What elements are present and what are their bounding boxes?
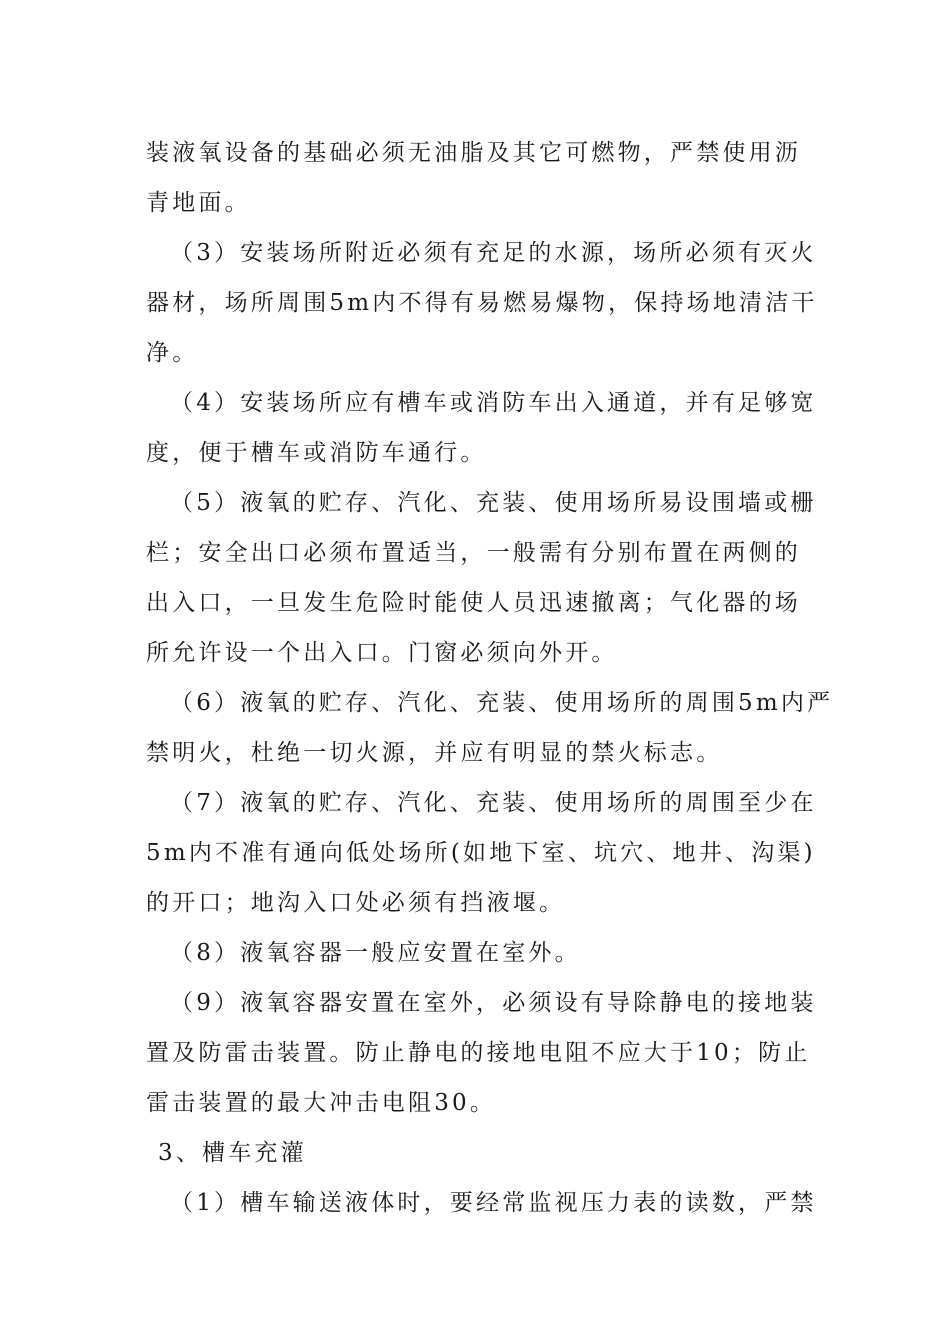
list-item-4: （4）安装场所应有槽车或消防车出入通道，并有足够宽 — [170, 390, 817, 416]
list-item-1: （1）槽车输送液体时，要经常监视压力表的读数，严禁 — [170, 1190, 817, 1216]
list-item-8: （8）液氧容器一般应安置在室外。 — [170, 940, 581, 966]
text-line: 的开口；地沟入口处必须有挡液堰。 — [146, 890, 566, 916]
text-line: 器材，场所周围5m内不得有易燃易爆物，保持场地清洁干 — [146, 290, 818, 316]
list-item-7: （7）液氧的贮存、汽化、充装、使用场所的周围至少在 — [170, 790, 817, 816]
text-line: 禁明火，杜绝一切火源，并应有明显的禁火标志。 — [146, 740, 723, 766]
list-item-5: （5）液氧的贮存、汽化、充装、使用场所易设围墙或栅 — [170, 490, 817, 516]
text-line: 出入口，一旦发生危险时能使人员迅速撤离；气化器的场 — [146, 590, 801, 616]
section-heading: 3、槽车充灌 — [158, 1140, 307, 1166]
text-line: 度，便于槽车或消防车通行。 — [146, 440, 487, 466]
text-line: 栏；安全出口必须布置适当，一般需有分别布置在两侧的 — [146, 540, 801, 566]
text-line: 雷击装置的最大冲击电阻30。 — [146, 1090, 497, 1116]
list-item-9: （9）液氧容器安置在室外，必须设有导除静电的接地装 — [170, 990, 817, 1016]
text-line: 净。 — [146, 340, 199, 366]
list-item-6: （6）液氧的贮存、汽化、充装、使用场所的周围5m内严 — [170, 690, 834, 716]
text-line: 青地面。 — [146, 190, 251, 216]
text-line: 装液氧设备的基础必须无油脂及其它可燃物，严禁使用沥 — [146, 140, 801, 166]
text-line: 所允许设一个出入口。门窗必须向外开。 — [146, 640, 618, 666]
text-line: 5m内不准有通向低处场所(如地下室、坑穴、地井、沟渠) — [146, 840, 816, 866]
text-line: 置及防雷击装置。防止静电的接地电阻不应大于10；防止 — [146, 1040, 811, 1066]
list-item-3: （3）安装场所附近必须有充足的水源，场所必须有灭火 — [170, 240, 817, 266]
